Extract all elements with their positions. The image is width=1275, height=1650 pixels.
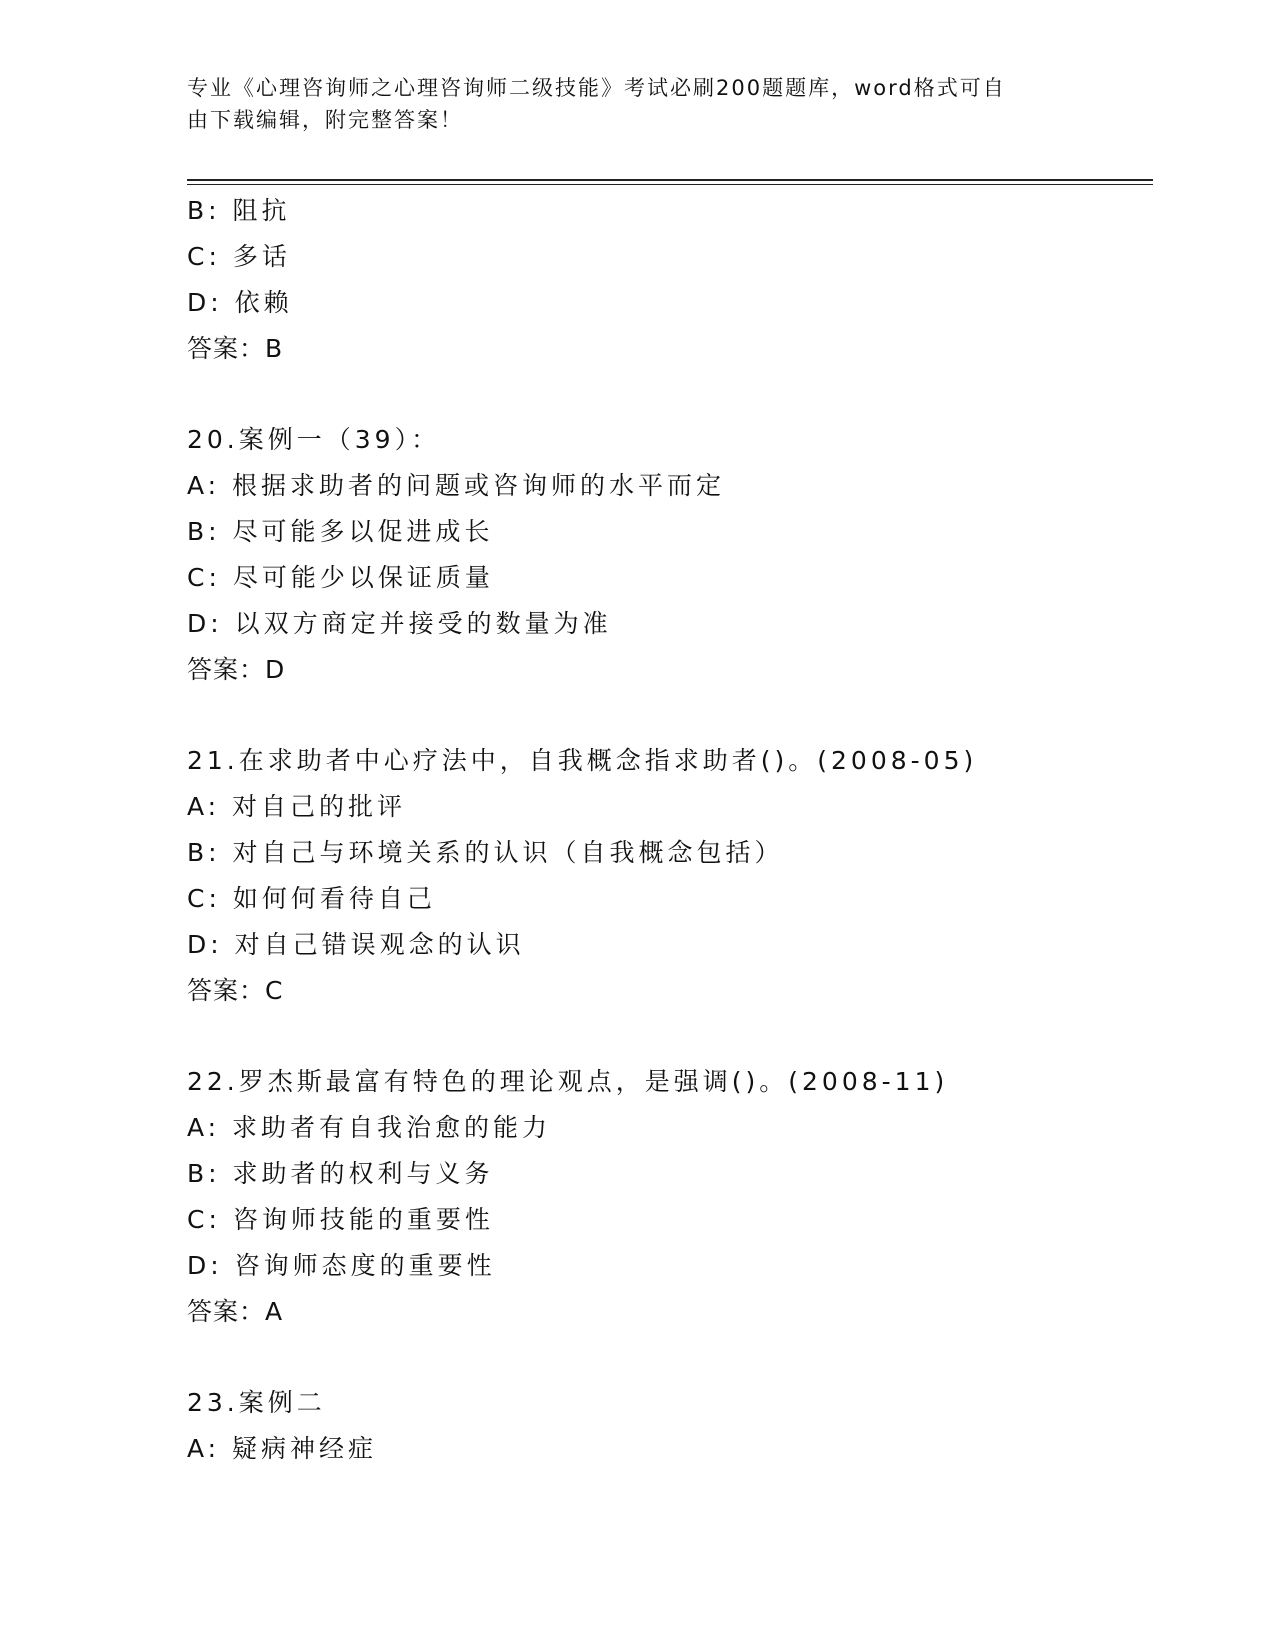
option-c: C: 尽可能少以保证质量 — [187, 563, 494, 592]
option-c: C: 如何何看待自己 — [187, 884, 436, 913]
answer-line: 答案：B — [187, 334, 284, 363]
option-d: D: 以双方商定并接受的数量为准 — [187, 609, 612, 638]
question-stem: 23.案例二 — [187, 1388, 326, 1417]
document-header: 专业《心理咨询师之心理咨询师二级技能》考试必刷200题题库，word格式可自 由下载编辑，附完整答案！ — [187, 76, 1006, 132]
option-b: B: 对自己与环境关系的认识（自我概念包括） — [187, 838, 784, 867]
question-stem: 20.案例一（39）： — [187, 425, 441, 454]
option-a: A: 根据求助者的问题或咨询师的水平而定 — [187, 471, 726, 500]
option-d: D: 咨询师态度的重要性 — [187, 1251, 496, 1280]
option-d: D: 依赖 — [187, 288, 293, 317]
option-a: A: 疑病神经症 — [187, 1434, 378, 1463]
question-stem: 22.罗杰斯最富有特色的理论观点，是强调()。(2008-11) — [187, 1067, 949, 1096]
header-rule-thin — [187, 184, 1153, 185]
option-c: C: 多话 — [187, 242, 291, 271]
option-d: D: 对自己错误观念的认识 — [187, 930, 525, 959]
answer-line: 答案：A — [187, 1297, 284, 1326]
option-c: C: 咨询师技能的重要性 — [187, 1205, 494, 1234]
answer-line: 答案：C — [187, 976, 284, 1005]
option-b: B: 阻抗 — [187, 196, 291, 225]
option-a: A: 求助者有自我治愈的能力 — [187, 1113, 552, 1142]
option-b: B: 尽可能多以促进成长 — [187, 517, 494, 546]
option-a: A: 对自己的批评 — [187, 792, 407, 821]
header-rule-thick — [187, 179, 1153, 181]
document-body — [187, 188, 1147, 1472]
question-stem: 21.在求助者中心疗法中，自我概念指求助者()。(2008-05) — [187, 746, 978, 775]
option-b: B: 求助者的权利与义务 — [187, 1159, 494, 1188]
answer-line: 答案：D — [187, 655, 286, 684]
